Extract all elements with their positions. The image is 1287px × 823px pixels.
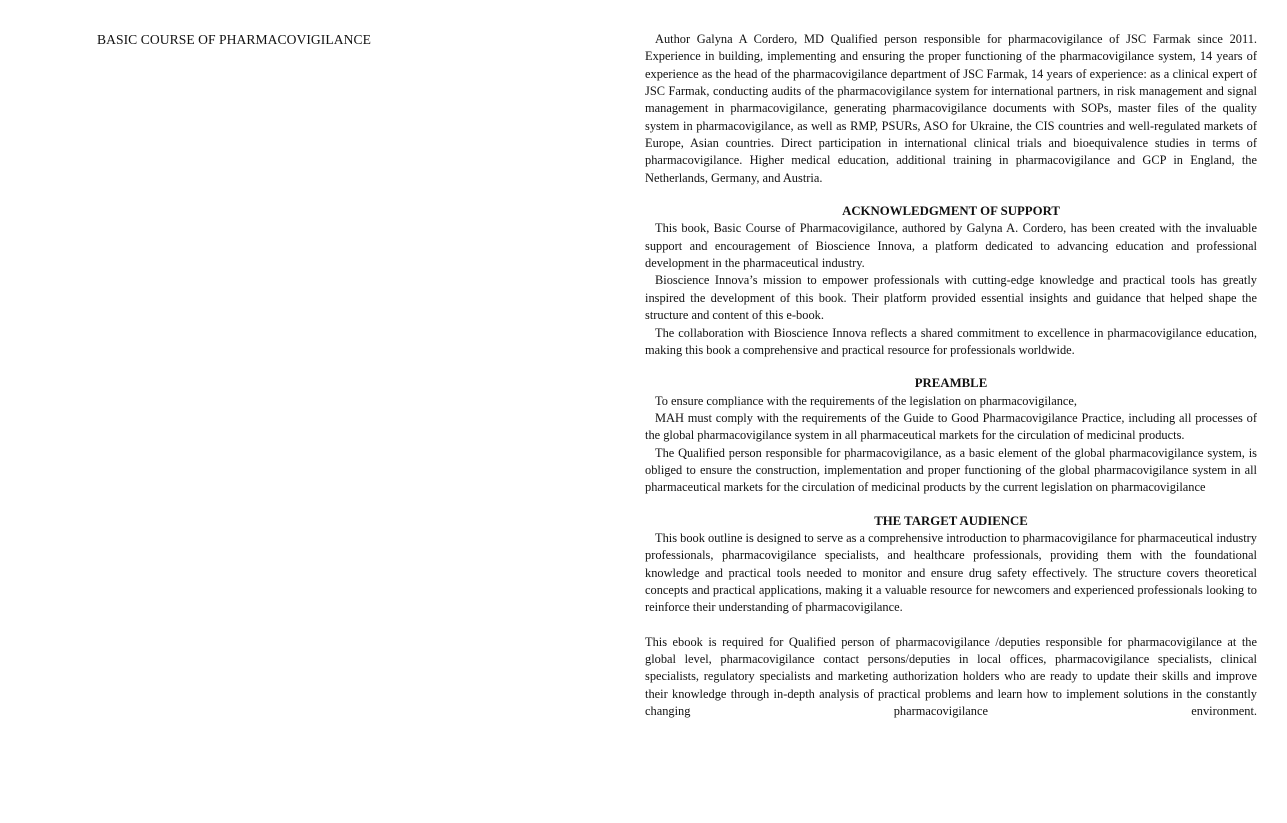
author-bio: Author Galyna A Cordero, MD Qualified person responsible for pharmacovigilance of JSC Farmak since 2011. Experience in building, implementing and ensuring the proper functioning of the pharmacovigilance system, 14 years of experience as the head of the pharmacovigilance department of JSC Farmak, 14 years of experience: as a clinical expert of JSC Farmak, conducting audits of the pharmacovigilance system for international partners, in risk management and signal management in pharmacovigilance, generating pharmacovigilance documents with SOPs, master files of the quality system in pharmacovigilance, as well as RMP, PSURs, ASO for Ukraine, the CIS countries and well-regulated markets of Europe, Asian countries. Direct participation in international clinical trials and bioequivalence studies in terms of pharmacovigilance. Higher medical education, additional training in pharmacovigilance and GCP in England, the Netherlands, Germany, and Austria. bbox=[645, 32, 1257, 185]
acknowledgment-paragraph: The collaboration with Bioscience Innova reflects a shared commitment to excellence in pharmacovigilance education, making this book a comprehensive and practical resource for professionals worldwide. bbox=[645, 325, 1257, 357]
right-page bbox=[645, 31, 1257, 720]
preamble-paragraph: MAH must comply with the requirements of the Guide to Good Pharmacovigilance Practice, including all processes of the global pharmacovigilance system in all pharmaceutical markets for the circulation of medicinal products. bbox=[645, 410, 1257, 443]
book-title: BASIC COURSE OF PHARMACOVIGILANCE bbox=[97, 32, 371, 47]
section-gap bbox=[645, 617, 1257, 634]
left-page bbox=[0, 0, 640, 823]
target-audience-paragraph: This ebook is required for Qualified person of pharmacovigilance /deputies responsible for pharmacovigilance at the global level, pharmacovigilance contact persons/deputies in local offices, pharmacovigilance specialists, clinical specialists, regulatory specialists and marketing authorization holders who are ready to update their skills and improve their knowledge through in-depth analysis of practical problems and learn how to implement solutions in the constantly changing pharmacovigilance environment. bbox=[645, 634, 1257, 719]
preamble-paragraph: The Qualified person responsible for pharmacovigilance, as a basic element of the global pharmacovigilance system, is obliged to ensure the construction, implementation and proper functioning of the global pharmacovigilance system in all pharmaceutical markets for the circulation of medicinal products by the current legislation on pharmacovigilance bbox=[645, 445, 1257, 495]
section-gap bbox=[645, 359, 1257, 375]
acknowledgment-paragraph: This book, Basic Course of Pharmacovigilance, authored by Galyna A. Cordero, has been created with the invaluable support and encouragement of Bioscience Innova, a platform dedicated to advancing education and professional development in the pharmaceutical industry. bbox=[645, 221, 1257, 271]
preamble-paragraph: To ensure compliance with the requirements of the legislation on pharmacovigilance, bbox=[655, 393, 1077, 408]
preamble-heading: PREAMBLE bbox=[914, 376, 988, 391]
section-gap bbox=[645, 187, 1257, 203]
target-audience-heading: THE TARGET AUDIENCE bbox=[874, 513, 1028, 528]
acknowledgment-heading: ACKNOWLEDGMENT OF SUPPORT bbox=[842, 204, 1060, 219]
target-audience-paragraph: This book outline is designed to serve as a comprehensive introduction to pharmacovigilance for pharmaceutical industry professionals, pharmacovigilance specialists, and healthcare professionals, providing them with the foundational knowledge and practical tools needed to monitor and ensure drug safety effectively. The structure covers theoretical concepts and practical applications, making it a valuable resource for newcomers and experienced professionals looking to reinforce their understanding of pharmacovigilance. bbox=[645, 530, 1257, 615]
acknowledgment-paragraph: Bioscience Innova’s mission to empower professionals with cutting-edge knowledge and practical tools has greatly inspired the development of this book. Their platform provided essential insights and guidance that helped shape the structure and content of this e-book. bbox=[645, 273, 1257, 323]
section-gap bbox=[645, 497, 1257, 513]
